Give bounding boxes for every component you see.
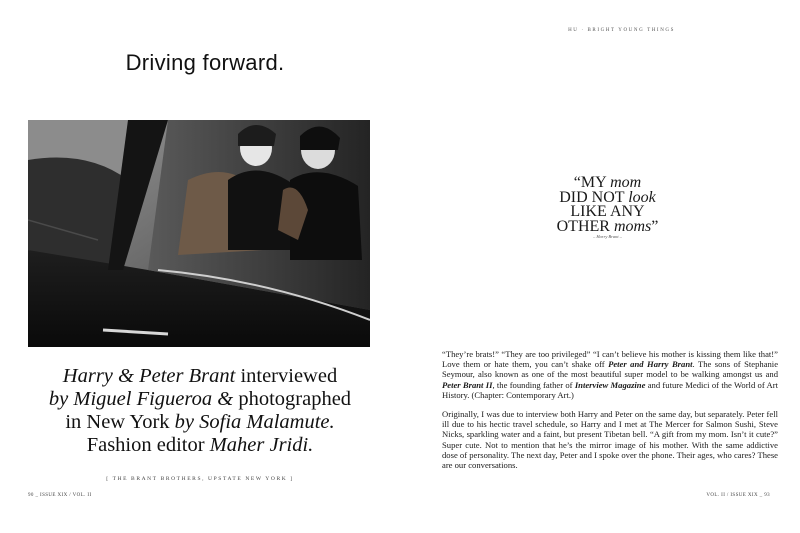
credit-interviewer: by Miguel Figueroa & — [48, 388, 239, 410]
paragraph-text: “They’re brats!” “They are too privileged” “I can’t believe his mother is kissing them like that!” Love them or hate them, you can’t shake off — [442, 349, 778, 370]
pull-quote-emphasis: mom — [610, 174, 642, 191]
pull-quote-text: ” — [651, 217, 659, 235]
pull-quote-text: DID NOT — [559, 188, 629, 206]
paragraph-text: , the founding father of — [492, 379, 575, 390]
page-title: Driving forward. — [125, 50, 285, 75]
credit-text: Fashion editor — [86, 434, 210, 456]
paragraph-text: and future Medici of the World of Art History. (Chapter: Contemporary Art.) — [442, 379, 778, 400]
page-folio-left: 90 _ ISSUE XIX / VOL. II — [28, 493, 92, 498]
credit-photographer: by Sofia Malamute. — [174, 411, 335, 433]
paragraph: Originally, I was due to interview both Harry and Peter on the same day, but separately. Peter fell ill due to his hectic travel schedule, so Harry and I met at The Mercer for Salmon Sushi, Steve Nicks, sparkling water and a faint, but present Tibetan bell. “A gift from my mom. Isn’t it cute?” Super cute. Not to mention that he’s the mirror image of his mother. With the same addictive dose of personality. The next day, Peter and I spoke over the phone. Their ages, who cares? These are our conversations. — [442, 409, 778, 471]
right-page — [400, 0, 800, 533]
paragraph-emphasis: Peter Brant II — [442, 379, 493, 390]
car-window-photo — [28, 120, 370, 347]
pull-quote-text: LIKE ANY — [570, 203, 645, 220]
photo-illustration — [28, 120, 370, 347]
pull-quote — [545, 176, 670, 234]
photo-caption: [ THE BRANT BROTHERS, UPSTATE NEW YORK ] — [106, 476, 294, 482]
paragraph-emphasis: Peter and Harry Brant — [608, 359, 693, 370]
paragraph-emphasis: Interview Magazine — [574, 379, 646, 390]
paragraph-text: . The sons of Stephanie Seymour, also known as one of the most beautiful super model to be walking amongst us and — [442, 359, 779, 380]
page-folio-right: VOL. II / ISSUE XIX _ 93 — [706, 493, 770, 498]
paragraph — [442, 349, 778, 400]
article-credits — [40, 365, 360, 457]
article-body — [442, 349, 778, 479]
running-head: HU · BRIGHT YOUNG THINGS — [568, 28, 675, 33]
credit-text: photographed — [238, 388, 352, 410]
quote-attribution: – Harry Brant – — [592, 234, 623, 239]
pull-quote-emphasis: look — [628, 188, 656, 206]
pull-quote-emphasis: moms — [613, 217, 652, 235]
credit-fashion-editor: Maher Jridi. — [209, 434, 314, 456]
credit-text: in New York — [65, 411, 175, 433]
credit-subjects: Harry & Peter Brant — [62, 365, 236, 387]
pull-quote-text: OTHER — [556, 217, 614, 235]
pull-quote-text: “MY — [573, 174, 611, 191]
credit-text: interviewed — [235, 365, 338, 387]
